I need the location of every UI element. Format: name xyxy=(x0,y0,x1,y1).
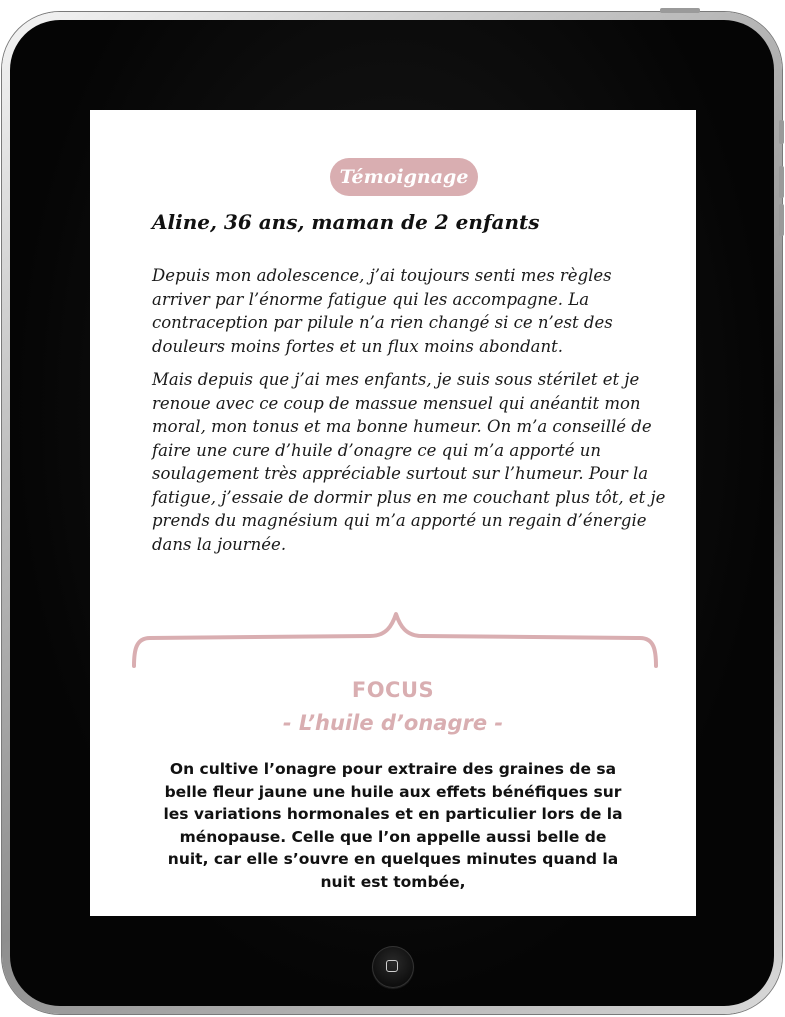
home-square-icon xyxy=(386,960,398,972)
volume-up-button[interactable] xyxy=(779,166,784,198)
testimony-badge: Témoignage xyxy=(330,158,478,196)
power-button[interactable] xyxy=(660,8,700,13)
volume-down-button[interactable] xyxy=(779,204,784,236)
mute-switch[interactable] xyxy=(779,120,784,144)
testimony-paragraph-2: Mais depuis que j’ai mes enfants, je suis sous stérilet et je renoue avec ce coup de massue mensuel qui anéantit mon moral, mon tonus et ma bonne humeur. On m’a conseillé de faire une cure d’huile d’onagre ce qui m’a apporté un soulagement très appréciable surtout sur l’humeur. Pour la fatigue, j’essaie de dormir plus en me couchant plus tôt, et je prends du magnésium qui m’a apporté un regain d’énergie dans la journée. xyxy=(152,370,666,554)
testimony-title: Aline, 36 ans, maman de 2 enfants xyxy=(152,210,540,234)
focus-body-text: On cultive l’onagre pour extraire des graines de sa belle fleur jaune une huile aux effets bénéfiques sur les variations hormonales et en particulier lors de la ménopause. Celle que l’on appelle aussi belle de nuit, car elle s’ouvre en quelques minutes quand la nuit est tombée, xyxy=(163,760,623,891)
home-button[interactable] xyxy=(372,946,414,988)
focus-heading: FOCUS xyxy=(351,678,435,702)
testimony-paragraph-1: Depuis mon adolescence, j’ai toujours senti mes règles arriver par l’énorme fatigue qui les accompagne. La contraception par pilule n’a rien changé si ce n’est des douleurs moins fortes et un flux moins abondant. xyxy=(152,266,613,356)
decorative-brace-divider xyxy=(130,600,660,670)
focus-subtitle: - L’huile d’onagre - xyxy=(282,711,504,735)
screen-page[interactable] xyxy=(90,110,696,916)
